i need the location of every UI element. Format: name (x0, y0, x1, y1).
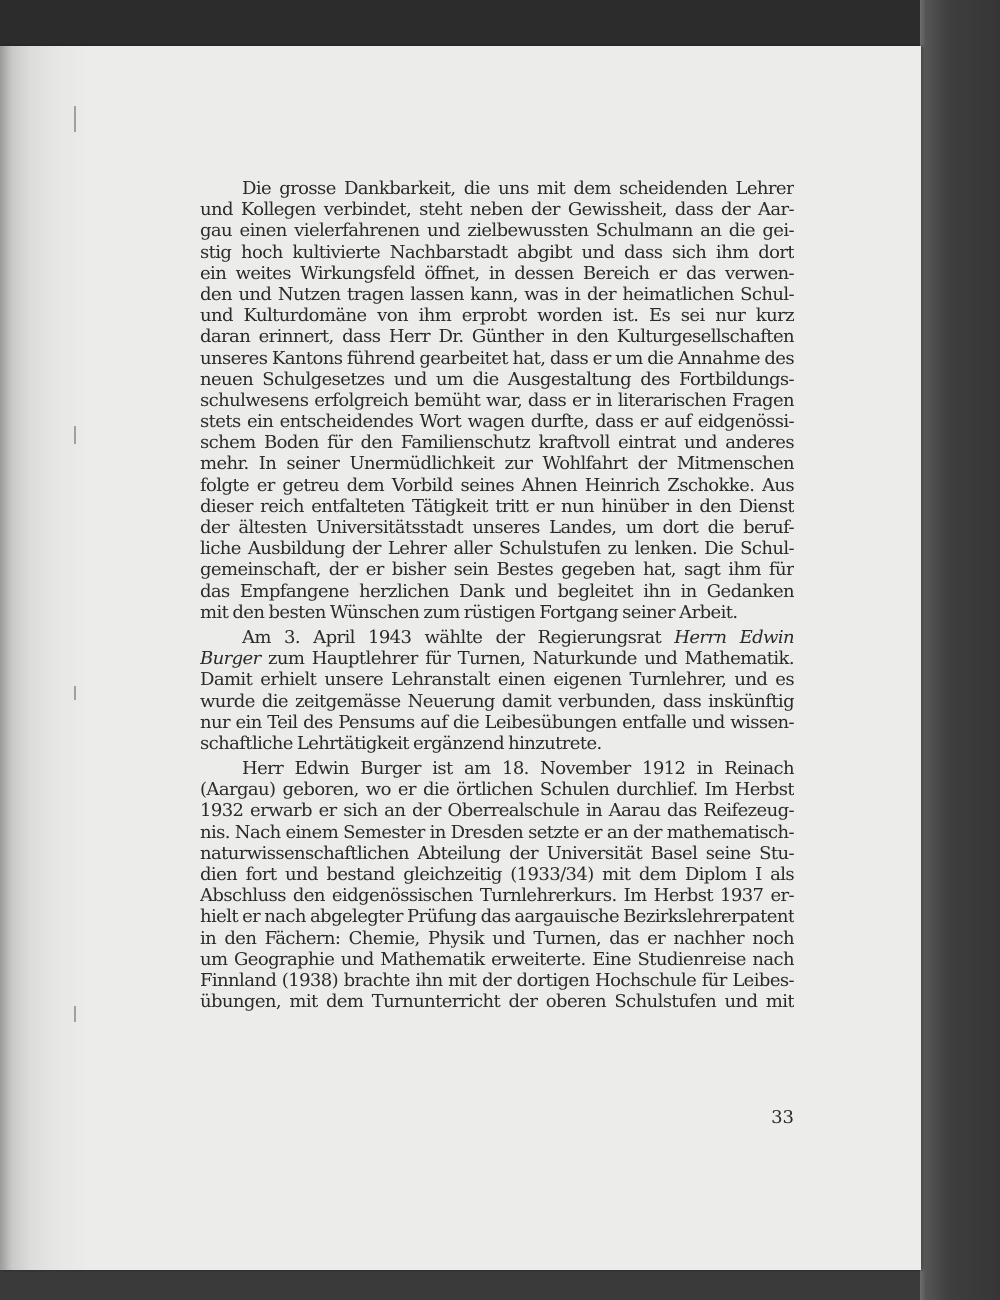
text-line: und Kollegen verbindet, steht neben der Gewissheit, dass der Aar- (200, 199, 794, 221)
paragraph-3 (200, 758, 794, 1012)
text-line: stig hoch kultivierte Nachbarstadt abgibt und dass sich ihm dort (200, 241, 794, 263)
text-line: der ältesten Universitätsstadt unseres Landes, um dort die beruf- (200, 517, 794, 538)
text-line: wurde die zeitgemässe Neuerung damit verbunden, dass inskünftig (200, 690, 794, 712)
text-line: Die grosse Dankbarkeit, die uns mit dem scheidenden Lehrer (242, 178, 794, 199)
text-line: schulwesens erfolgreich bemüht war, dass er in literarischen Fragen (200, 389, 794, 411)
text-line: unseres Kantons führend gearbeitet hat, dass er um die Annahme des (200, 347, 794, 369)
scan-backdrop-right (920, 0, 1000, 1300)
text-line: dieser reich entfalteten Tätigkeit tritt er nun hinüber in den Dienst (200, 495, 794, 517)
text-line (200, 648, 794, 669)
text-line: naturwissenschaftlichen Abteilung der Universität Basel seine Stu- (200, 842, 794, 864)
text-line: um Geographie und Mathematik erweiterte. Eine Studienreise nach (200, 948, 794, 970)
text-line: den und Nutzen tragen lassen kann, was in der heimatlichen Schul- (200, 283, 794, 305)
text-line: schaftliche Lehrtätigkeit ergänzend hinzutrete. (200, 732, 602, 754)
text-line: mit den besten Wünschen zum rüstigen Fortgang seiner Arbeit. (200, 601, 738, 623)
text-line: mehr. In seiner Unermüdlichkeit zur Wohlfahrt der Mitmenschen (200, 453, 794, 475)
binding-stitch (74, 686, 76, 700)
text-line: gau einen vielerfahrenen und zielbewussten Schulmann an die gei- (200, 220, 794, 242)
text-line: übungen, mit dem Turnunterricht der oberen Schulstufen und mit (200, 991, 794, 1013)
scan-backdrop-top (0, 0, 1000, 48)
text-line: schem Boden für den Familienschutz kraftvoll eintrat und anderes (200, 432, 794, 454)
paragraph-1 (200, 178, 794, 623)
text-line: Herr Edwin Burger ist am 18. November 1912 in Reinach (242, 758, 794, 780)
text-line: (Aargau) geboren, wo er die örtlichen Schulen durchlief. Im Herbst (200, 779, 794, 801)
text-line: 1932 erwarb er sich an der Oberrealschule in Aarau das Reifezeug- (200, 800, 794, 822)
text-line: neuen Schulgesetzes und um die Ausgestaltung des Fortbildungs- (200, 368, 794, 390)
text-line: ein weites Wirkungsfeld öffnet, in dessen Bereich er das verwen- (200, 262, 794, 284)
text-line: dien fort und bestand gleichzeitig (1933/34) mit dem Diplom I als (200, 864, 794, 885)
paragraph-2 (200, 627, 794, 754)
binding-stitch (74, 106, 76, 132)
binding-stitch (74, 1006, 76, 1022)
text-line: das Empfangene herzlichen Dank und begleitet ihn in Gedanken (200, 580, 794, 602)
binding-stitch (74, 426, 76, 444)
text-line: stets ein entscheidendes Wort wagen durfte, dass er auf eidgenössi- (200, 411, 794, 433)
text-line: hielt er nach abgelegter Prüfung das aargauische Bezirkslehrerpatent (200, 906, 794, 928)
text-line: Damit erhielt unsere Lehranstalt einen eigenen Turnlehrer, und es (200, 669, 794, 691)
body-text (200, 178, 794, 1012)
text-run: Am 3. April 1943 wählte der Regierungsrat (242, 626, 675, 648)
text-line: nis. Nach einem Semester in Dresden setzte er an der mathematisch- (200, 821, 794, 843)
text-line: in den Fächern: Chemie, Physik und Turnen, das er nachher noch (200, 927, 794, 949)
page-number: 33 (771, 1107, 794, 1128)
binding-gutter (0, 46, 90, 1270)
text-line: folgte er getreu dem Vorbild seines Ahnen Heinrich Zschokke. Aus (200, 474, 794, 496)
text-line: Abschluss den eidgenössischen Turnlehrerkurs. Im Herbst 1937 er- (200, 885, 794, 907)
teacher-name-emphasis: Herrn Edwin (674, 626, 794, 648)
text-line: daran erinnert, dass Herr Dr. Günther in den Kulturgesellschaften (200, 326, 794, 348)
teacher-name-emphasis: Burger (200, 648, 261, 670)
text-run: zum Hauptlehrer für Turnen, Naturkunde und Mathematik. (260, 648, 794, 670)
text-line (200, 627, 794, 648)
text-line: nur ein Teil des Pensums auf die Leibesübungen entfalle und wissen- (200, 711, 794, 733)
text-line: Finnland (1938) brachte ihn mit der dortigen Hochschule für Leibes- (200, 969, 794, 991)
text-line: liche Ausbildung der Lehrer aller Schulstufen zu lenken. Die Schul- (200, 538, 794, 560)
text-line: gemeinschaft, der er bisher sein Bestes gegeben hat, sagt ihm für (200, 559, 794, 581)
text-line: und Kulturdomäne von ihm erprobt worden ist. Es sei nur kurz (200, 305, 794, 327)
